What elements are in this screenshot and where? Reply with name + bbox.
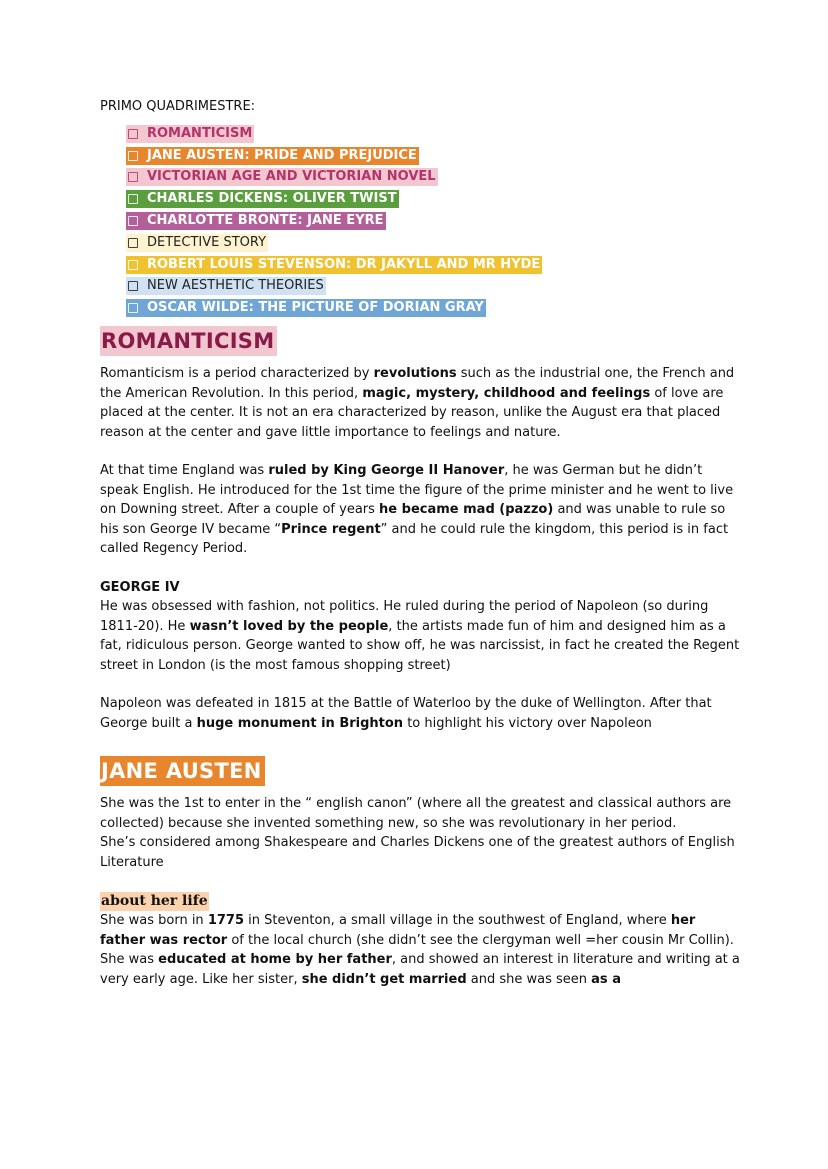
checklist-highlight <box>126 256 542 274</box>
subheading-about-her-life: about her life <box>101 893 208 910</box>
checklist-item[interactable] <box>126 276 740 298</box>
checklist-item[interactable] <box>126 210 740 232</box>
checklist-label: NEW AESTHETIC THEORIES <box>147 278 324 294</box>
checklist-item[interactable] <box>126 145 740 167</box>
checkbox-icon[interactable] <box>128 194 138 204</box>
paragraph: She was born in 1775 in Steventon, a small village in the southwest of England, where her father was rector of the local church (she didn’t see the clergyman well =her cousin Mr Collin). She was educated at home by her father, and showed an interest in literature and writing at a very early age. Like her sister, she didn’t get married and she was seen as a <box>100 913 740 987</box>
topic-checklist <box>100 123 740 319</box>
checklist-highlight <box>126 299 486 317</box>
checklist-label: ROMANTICISM <box>147 125 253 141</box>
section-title-jane-austen: JANE AUSTEN <box>100 756 265 786</box>
checklist-item[interactable] <box>126 254 740 276</box>
document-content <box>100 98 740 989</box>
checklist-item[interactable] <box>126 123 740 145</box>
checklist-label: OSCAR WILDE: THE PICTURE OF DORIAN GRAY <box>147 300 484 316</box>
section-title-romanticism: ROMANTICISM <box>100 326 277 356</box>
checklist-label: VICTORIAN AGE AND VICTORIAN NOVEL <box>147 169 436 185</box>
checklist-highlight <box>126 190 399 208</box>
checkbox-icon[interactable] <box>128 129 138 139</box>
checklist-label: DETECTIVE STORY <box>147 234 267 250</box>
checklist-highlight <box>126 168 438 186</box>
subheading-george-iv: GEORGE IV <box>100 579 180 595</box>
checklist-item[interactable] <box>126 188 740 210</box>
paragraph: At that time England was ruled by King George II Hanover, he was German but he didn’t speak English. He introduced for the 1st time the figure of the prime minister and he went to live on Downing street. After a couple of years he became mad (pazzo) and was unable to rule so his son George IV became “Prince regent” and he could rule the kingdom, this period is in fact called Regency Period. <box>100 463 734 557</box>
checklist-highlight <box>126 277 326 295</box>
checkbox-icon[interactable] <box>128 281 138 291</box>
checklist-label: ROBERT LOUIS STEVENSON: DR JAKYLL AND MR HYDE <box>147 256 541 272</box>
checkbox-icon[interactable] <box>128 238 138 248</box>
paragraph: He was obsessed with fashion, not politics. He ruled during the period of Napoleon (so during 1811-20). He wasn’t loved by the people, the artists made fun of him and designed him as a fat, ridiculous person. George wanted to show off, he was narcissist, in fact he created the Regent street in London (is the most famous shopping street) <box>100 599 740 673</box>
checklist-highlight <box>126 234 268 252</box>
paragraph: She’s considered among Shakespeare and Charles Dickens one of the greatest authors of English Literature <box>100 835 735 870</box>
checklist-item[interactable] <box>126 297 740 319</box>
paragraph: She was the 1st to enter in the “ english canon” (where all the greatest and classical authors are collected) because she invented something new, so she was revolutionary in her period. <box>100 796 732 831</box>
checklist-label: CHARLOTTE BRONTE: JANE EYRE <box>147 213 384 229</box>
checkbox-icon[interactable] <box>128 303 138 313</box>
checklist-highlight <box>126 212 386 230</box>
checkbox-icon[interactable] <box>128 172 138 182</box>
paragraph: Romanticism is a period characterized by revolutions such as the industrial one, the French and the American Revolution. In this period, magic, mystery, childhood and feelings of love are placed at the center. It is not an era characterized by reason, unlike the August era that placed reason at the center and gave little importance to feelings and nature. <box>100 366 735 440</box>
checklist-item[interactable] <box>126 232 740 254</box>
checklist-label: CHARLES DICKENS: OLIVER TWIST <box>147 191 397 207</box>
header-label: PRIMO QUADRIMESTRE: <box>100 99 256 114</box>
checklist-highlight <box>126 147 419 165</box>
paragraph: Napoleon was defeated in 1815 at the Battle of Waterloo by the duke of Wellington. After that George built a huge monument in Brighton to highlight his victory over Napoleon <box>100 696 712 731</box>
checkbox-icon[interactable] <box>128 260 138 270</box>
checkbox-icon[interactable] <box>128 216 138 226</box>
checklist-highlight <box>126 125 254 143</box>
checklist-item[interactable] <box>126 167 740 189</box>
checkbox-icon[interactable] <box>128 151 138 161</box>
checklist-label: JANE AUSTEN: PRIDE AND PREJUDICE <box>147 147 417 163</box>
